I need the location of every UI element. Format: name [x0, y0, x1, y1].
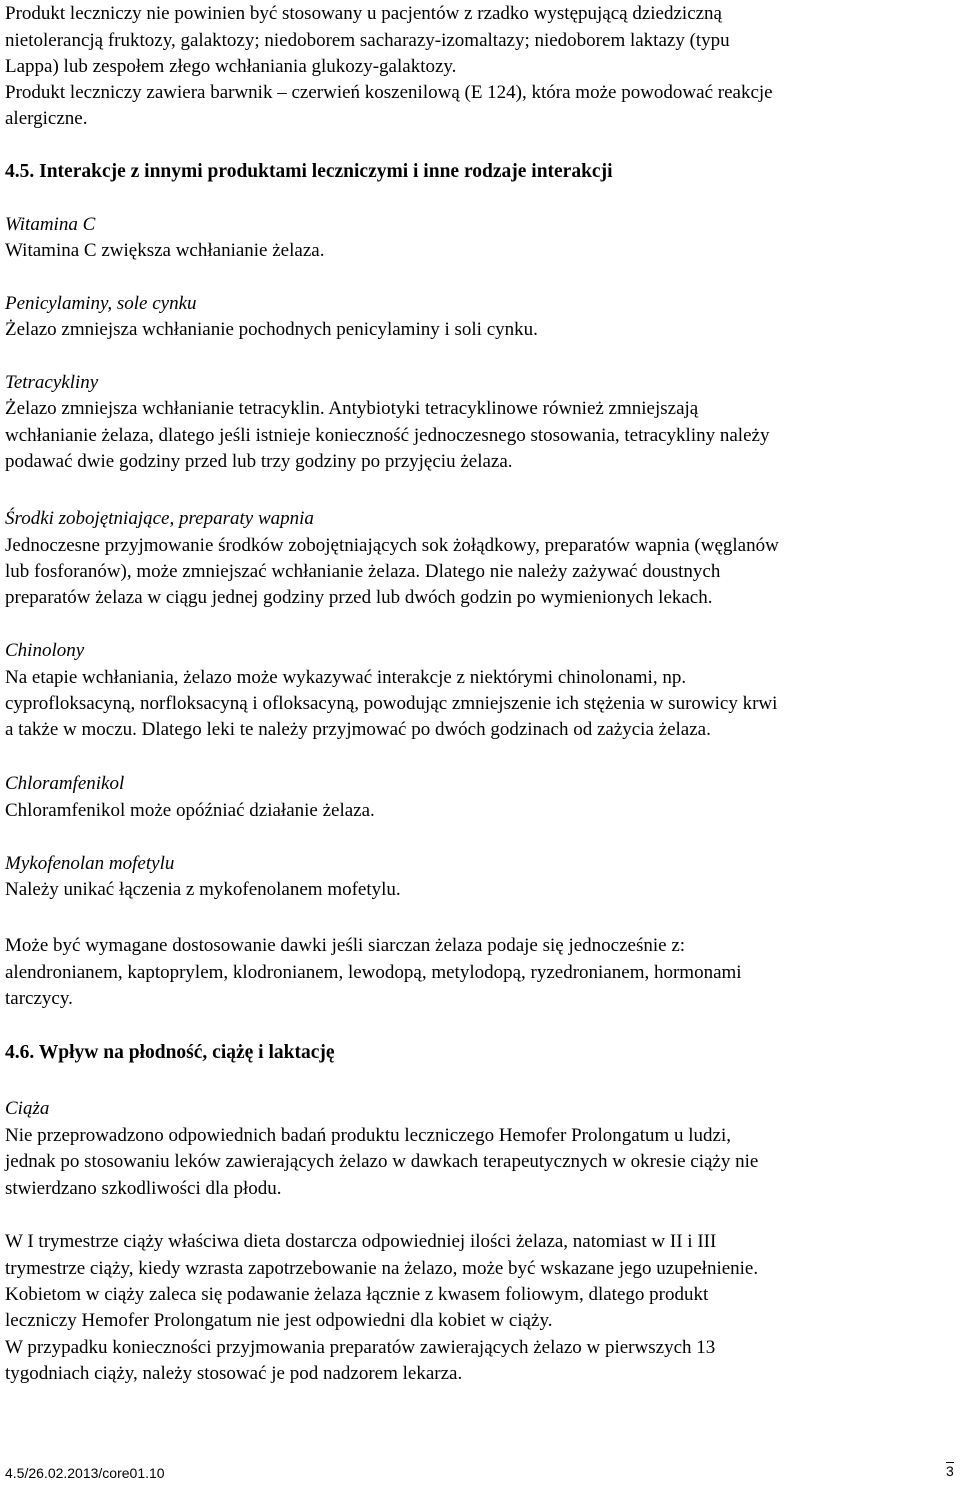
paragraph-line: Witamina C zwiększa wchłanianie żelaza. [5, 240, 325, 261]
paragraph-line: cyprofloksacyną, norfloksacyną i ofloksacyną, powodując zmniejszenie ich stężenia w surowicy krwi [5, 693, 778, 714]
intro-line: nietolerancją fruktozy, galaktozy; niedoborem sacharazy-izomaltazy; niedoborem laktazy (typu [5, 30, 730, 51]
paragraph-line: Chloramfenikol może opóźniać działanie żelaza. [5, 800, 375, 821]
subheading-chloramphenicol: Chloramfenikol [5, 773, 125, 794]
paragraph-line: W I trymestrze ciąży właściwa dieta dostarcza odpowiedniej ilości żelaza, natomiast w II i III [5, 1231, 717, 1252]
paragraph-line: Należy unikać łączenia z mykofenolanem mofetylu. [5, 879, 401, 900]
footer-document-code: 4.5/26.02.2013/core01.10 [5, 1465, 165, 1481]
paragraph-line: Żelazo zmniejsza wchłanianie pochodnych penicylaminy i soli cynku. [5, 319, 538, 340]
subheading-vitamin-c: Witamina C [5, 214, 96, 235]
paragraph-line: Na etapie wchłaniania, żelazo może wykazywać interakcje z niektórymi chinolonami, np. [5, 667, 687, 688]
paragraph-line: stwierdzano szkodliwości dla płodu. [5, 1178, 282, 1199]
intro-line: alergiczne. [5, 108, 88, 129]
subheading-mycophenolate: Mykofenolan mofetylu [5, 853, 175, 874]
intro-line: Lappa) lub zespołem złego wchłaniania glukozy-galaktozy. [5, 56, 457, 77]
paragraph-line: Może być wymagane dostosowanie dawki jeśli siarczan żelaza podaje się jednocześnie z: [5, 935, 686, 956]
intro-line: Produkt leczniczy nie powinien być stosowany u pacjentów z rzadko występującą dziedziczną [5, 3, 722, 24]
subheading-penicillamine: Penicylaminy, sole cynku [5, 293, 197, 314]
section-heading-4-6: 4.6. Wpływ na płodność, ciążę i laktację [5, 1042, 335, 1063]
subheading-antacids: Środki zobojętniające, preparaty wapnia [5, 508, 314, 529]
footer-page-number: 3 [946, 1463, 954, 1479]
paragraph-line: tarczycy. [5, 988, 73, 1009]
paragraph-line: lub fosforanów), może zmniejszać wchłanianie żelaza. Dlatego nie należy zażywać doustnych [5, 561, 721, 582]
paragraph-line: tygodniach ciąży, należy stosować je pod nadzorem lekarza. [5, 1363, 463, 1384]
paragraph-line: podawać dwie godziny przed lub trzy godziny po przyjęciu żelaza. [5, 451, 513, 472]
paragraph-line: a także w moczu. Dlatego leki te należy przyjmować po dwóch godzinach od zażycia żelaza. [5, 719, 711, 740]
paragraph-line: Kobietom w ciąży zaleca się podawanie żelaza łącznie z kwasem foliowym, dlatego produkt [5, 1284, 709, 1305]
paragraph-line: alendronianem, kaptoprylem, klodronianem, lewodopą, metylodopą, ryzedronianem, hormonami [5, 962, 742, 983]
paragraph-line: Żelazo zmniejsza wchłanianie tetracyklin. Antybiotyki tetracyklinowe również zmniejszają [5, 398, 699, 419]
paragraph-line: Nie przeprowadzono odpowiednich badań produktu leczniczego Hemofer Prolongatum u ludzi, [5, 1125, 731, 1146]
subheading-pregnancy: Ciąża [5, 1098, 50, 1119]
paragraph-line: leczniczy Hemofer Prolongatum nie jest odpowiedni dla kobiet w ciąży. [5, 1310, 553, 1331]
paragraph-line: Jednoczesne przyjmowanie środków zobojętniających sok żołądkowy, preparatów wapnia (węglanów [5, 535, 779, 556]
paragraph-line: preparatów żelaza w ciągu jednej godziny przed lub dwóch godzin po wymienionych lekach. [5, 587, 713, 608]
subheading-tetracyclines: Tetracykliny [5, 372, 99, 393]
subheading-quinolones: Chinolony [5, 640, 85, 661]
section-heading-4-5: 4.5. Interakcje z innymi produktami leczniczymi i inne rodzaje interakcji [5, 161, 613, 182]
intro-line: Produkt leczniczy zawiera barwnik – czerwień koszenilową (E 124), która może powodować reakcje [5, 82, 773, 103]
paragraph-line: jednak po stosowaniu leków zawierających żelazo w dawkach terapeutycznych w okresie ciąży nie [5, 1151, 759, 1172]
paragraph-line: trymestrze ciąży, kiedy wzrasta zapotrzebowanie na żelazo, może być wskazane jego uzupełnienie. [5, 1258, 759, 1279]
paragraph-line: W przypadku konieczności przyjmowania preparatów zawierających żelazo w pierwszych 13 [5, 1337, 716, 1358]
paragraph-line: wchłanianie żelaza, dlatego jeśli istnieje konieczność jednoczesnego stosowania, tetracykliny należy [5, 425, 770, 446]
